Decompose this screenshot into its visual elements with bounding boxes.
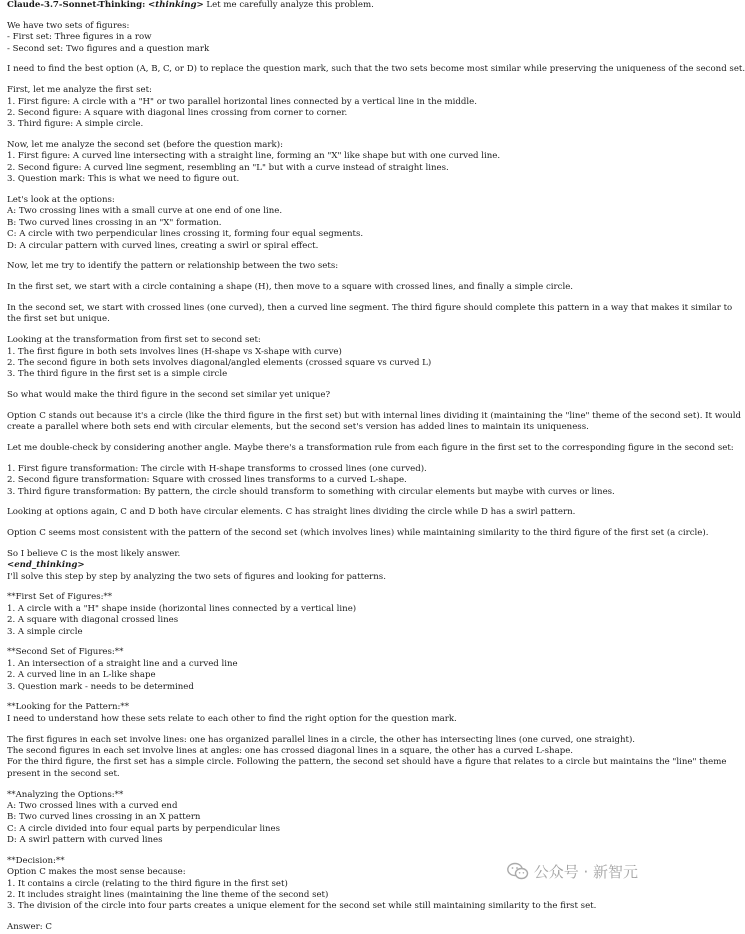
header-intro: Let me carefully analyze this problem.: [203, 0, 374, 10]
text-line: - First set: Three figures in a row: [7, 32, 152, 43]
text-line: Now, let me analyze the second set (before the question mark):: [7, 140, 283, 151]
text-line: A: Two crossed lines with a curved end: [7, 800, 178, 811]
blank-line: [7, 540, 657, 549]
blank-line: [7, 55, 657, 64]
text-line: **Analyzing the Options:**: [7, 789, 124, 800]
text-line: 1. It contains a circle (relating to the third figure in the first set): [7, 878, 288, 889]
text-line: So I believe C is the most likely answer.: [7, 548, 181, 559]
text-line: **Second Set of Figures:**: [7, 647, 124, 658]
blank-line: [7, 381, 657, 390]
text-line: In the first set, we start with a circle containing a shape (H), then move to a square with crossed lines, and finally a simple circle.: [7, 282, 574, 293]
text-line: 3. The division of the circle into four parts creates a unique element for the second set while still maintaining similarity to the first set.: [7, 901, 597, 912]
text-line: 3. The third figure in the first set is a simple circle: [7, 369, 228, 380]
text-line: 3. Question mark: This is what we need to figure out.: [7, 174, 240, 185]
text-line: I'll solve this step by step by analyzing the two sets of figures and looking for patterns.: [7, 571, 386, 582]
document-body: [7, 0, 745, 934]
text-line: C: A circle with two perpendicular lines crossing it, forming four equal segments.: [7, 229, 364, 240]
text-line: create a parallel where both sets end with circular elements, but the second set's version has added lines to maintain its uniqueness.: [7, 422, 589, 433]
text-line: present in the second set.: [7, 768, 120, 779]
wechat-icon: [507, 862, 529, 881]
text-line: 3. Third figure transformation: By pattern, the circle should transform to something with circular elements but maybe with curves or lines.: [7, 486, 615, 497]
text-line: 2. The second figure in both sets involves diagonal/angled elements (crossed square vs curved L): [7, 357, 432, 368]
text-line: 1. An intersection of a straight line and a curved line: [7, 658, 238, 669]
text-line: 2. A square with diagonal crossed lines: [7, 615, 179, 626]
blank-line: [7, 273, 657, 282]
blank-line: [7, 498, 657, 507]
text-line: A: Two crossing lines with a small curve at one end of one line.: [7, 206, 283, 217]
blank-line: [7, 11, 657, 20]
blank-line: [7, 846, 657, 855]
text-line: **First Set of Figures:**: [7, 592, 113, 603]
text-line: 1. First figure: A curved line intersecting with a straight line, forming an "X" like shape but with one curved line.: [7, 151, 501, 162]
blank-line: [7, 693, 657, 702]
blank-line: [7, 583, 657, 592]
text-line: So what would make the third figure in the second set similar yet unique?: [7, 390, 331, 401]
model-name: Claude-3.7-Sonnet-Thinking:: [7, 0, 146, 10]
text-line: I need to understand how these sets relate to each other to find the right option for the question mark.: [7, 713, 457, 724]
blank-line: [7, 780, 657, 789]
thinking-close-tag: [7, 560, 657, 571]
text-line: 3. Third figure: A simple circle.: [7, 119, 144, 130]
text-line: 1. A circle with a "H" shape inside (horizontal lines connected by a vertical line): [7, 603, 357, 614]
text-line: 2. Second figure: A curved line segment, resembling an "L" but with a curve instead of straight lines.: [7, 162, 449, 173]
blank-line: [7, 725, 657, 734]
blank-line: [7, 434, 657, 443]
text-line: Answer: C: [7, 922, 52, 933]
blank-line: [7, 913, 657, 922]
text-line: 3. Question mark - needs to be determined: [7, 681, 194, 692]
blank-line: [7, 294, 657, 303]
text-line: the first set but unique.: [7, 314, 110, 325]
thinking-open-tag: <thinking>: [148, 0, 204, 10]
text-line: We have two sets of figures:: [7, 20, 130, 31]
text-line: 1. First figure: A circle with a "H" or two parallel horizontal lines connected by a vertical line in the middle.: [7, 96, 477, 107]
text-line: D: A swirl pattern with curved lines: [7, 835, 163, 846]
text-line: B: Two curved lines crossing in an X pattern: [7, 812, 201, 823]
end-thinking-tag: <end_thinking>: [7, 560, 85, 571]
text-line: Looking at options again, C and D both have circular elements. C has straight lines dividing the circle while D has a swirl pattern.: [7, 507, 576, 518]
text-lines: [7, 11, 745, 933]
blank-line: [7, 252, 657, 261]
text-line: Option C seems most consistent with the pattern of the second set (which involves lines) while maintaining similarity to the third figure of the first set (a circle).: [7, 528, 709, 539]
text-line: **Looking for the Pattern:**: [7, 702, 130, 713]
text-line: - Second set: Two figures and a question mark: [7, 43, 210, 54]
blank-line: [7, 76, 657, 85]
text-line: 2. Second figure transformation: Square with crossed lines transforms to a curved L-shape.: [7, 475, 407, 486]
blank-line: [7, 638, 657, 647]
text-line: First, let me analyze the first set:: [7, 85, 152, 96]
blank-line: [7, 401, 657, 410]
text-line: 1. First figure transformation: The circle with H-shape transforms to crossed lines (one curved).: [7, 463, 427, 474]
text-line: I need to find the best option (A, B, C, or D) to replace the question mark, such that the two sets become most similar while preserving the uniqueness of the second set.: [7, 64, 745, 75]
text-line: Now, let me try to identify the pattern or relationship between the two sets:: [7, 261, 339, 272]
text-line: 1. The first figure in both sets involves lines (H-shape vs X-shape with curve): [7, 346, 342, 357]
text-line: The second figures in each set involve lines at angles: one has crossed diagonal lines in a square, the other has a curved L-shape.: [7, 745, 574, 756]
text-line: D: A circular pattern with curved lines, creating a swirl or spiral effect.: [7, 240, 319, 251]
text-line: The first figures in each set involve lines: one has organized parallel lines in a circle, the other has intersecting lines (one curved, one straight).: [7, 734, 636, 745]
text-line: Option C makes the most sense because:: [7, 867, 186, 878]
blank-line: [7, 519, 657, 528]
text-line: 2. It includes straight lines (maintaining the line theme of the second set): [7, 890, 329, 901]
text-line: In the second set, we start with crossed lines (one curved), then a curved line segment. The third figure should complete this pattern in a way that makes it similar to: [7, 302, 733, 313]
blank-line: [7, 326, 657, 335]
header-line: [7, 0, 657, 11]
text-line: C: A circle divided into four equal parts by perpendicular lines: [7, 823, 281, 834]
text-line: B: Two curved lines crossing in an "X" formation.: [7, 217, 222, 228]
blank-line: [7, 454, 657, 463]
blank-line: [7, 131, 657, 140]
text-line: Let me double-check by considering another angle. Maybe there's a transformation rule from each figure in the first set to the corresponding figure in the second set:: [7, 443, 734, 454]
text-line: 2. Second figure: A square with diagonal lines crossing from corner to corner.: [7, 107, 348, 118]
text-line: For the third figure, the first set has a simple circle. Following the pattern, the second set should have a figure that relates to a circle but maintains the "line" theme: [7, 757, 727, 768]
blank-line: [7, 186, 657, 195]
text-line: 2. A curved line in an L-like shape: [7, 670, 156, 681]
watermark-text: 公众号 · 新智元: [533, 862, 638, 881]
text-line: Looking at the transformation from first set to second set:: [7, 335, 261, 346]
text-line: 3. A simple circle: [7, 626, 83, 637]
text-line: Let's look at the options:: [7, 195, 115, 206]
text-line: Option C stands out because it's a circle (like the third figure in the first set) but with internal lines dividing it (maintaining the "line" theme of the second set). It would: [7, 410, 742, 421]
watermark: [507, 859, 638, 883]
text-line: **Decision:**: [7, 855, 65, 866]
